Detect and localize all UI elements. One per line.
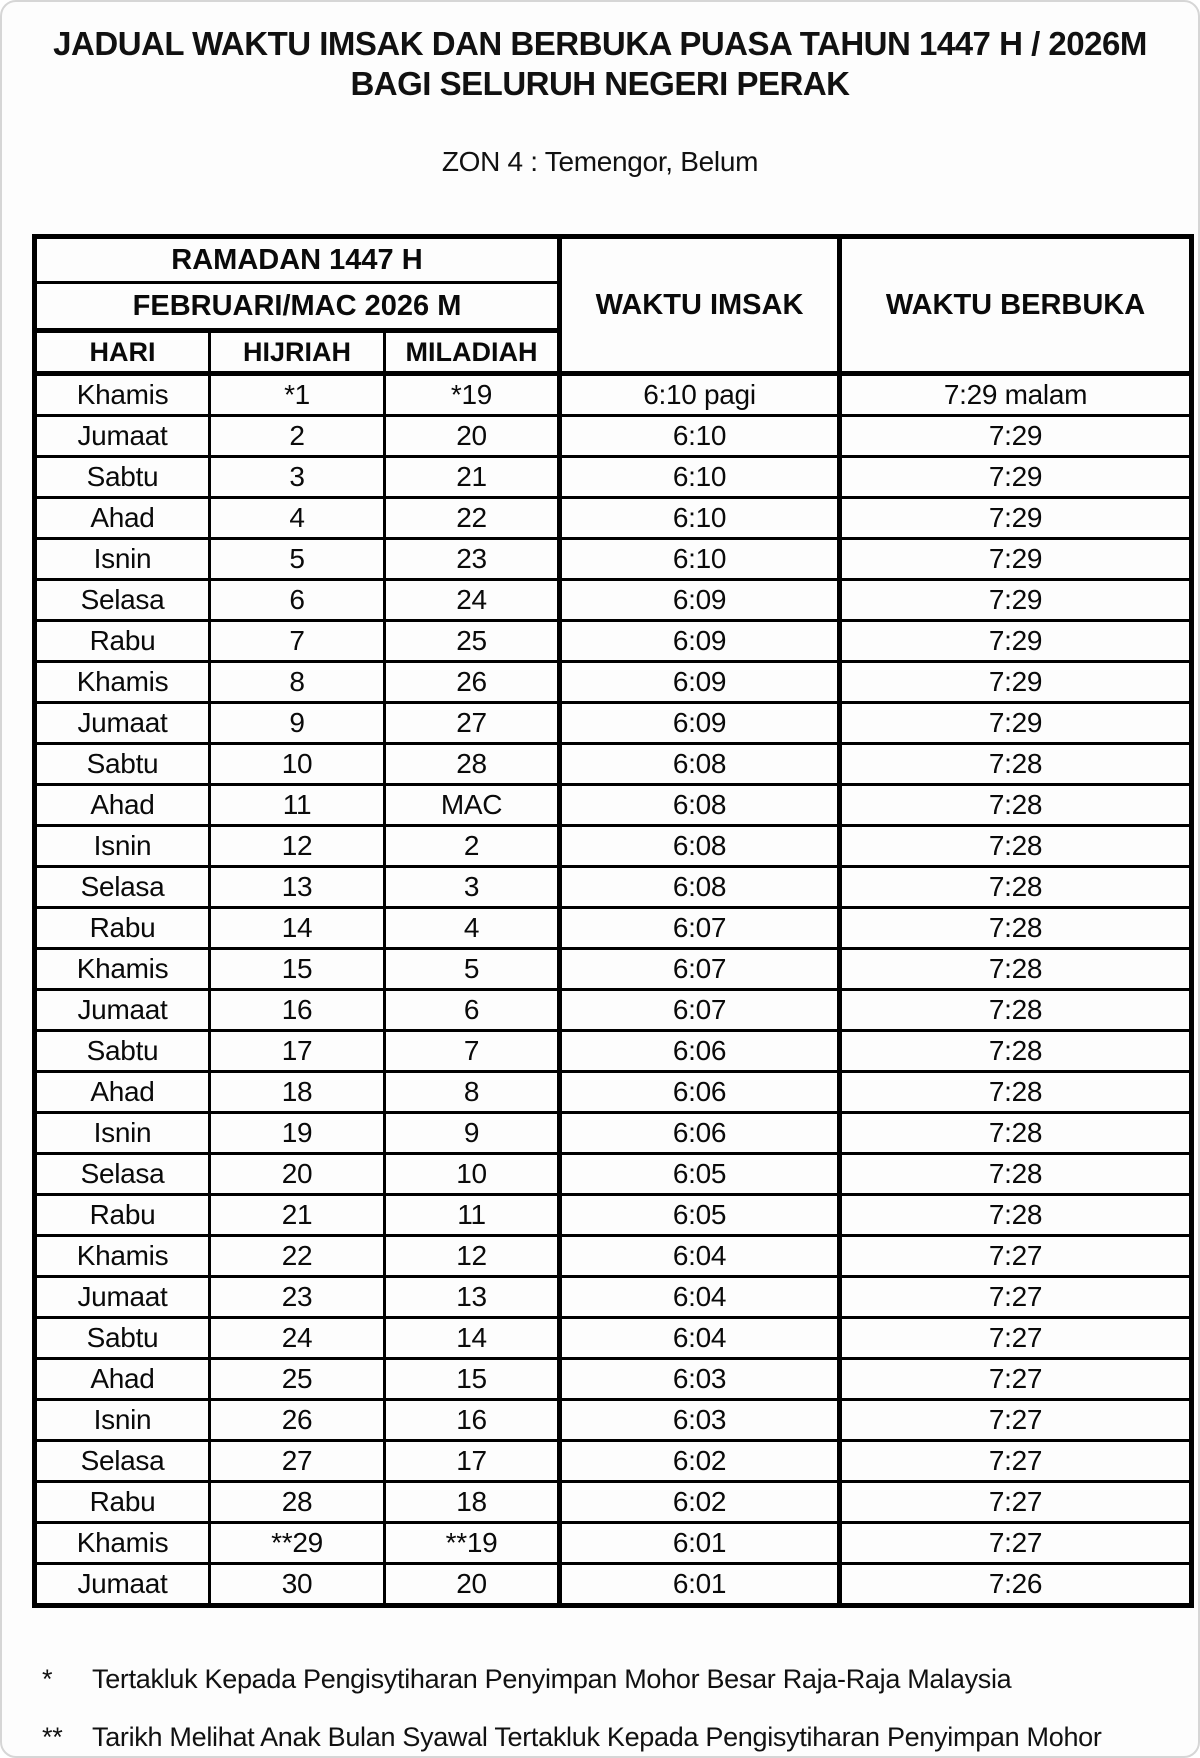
cell-imsak: 6:07 xyxy=(560,949,840,990)
cell-berbuka: 7:29 xyxy=(840,539,1192,580)
cell-berbuka: 7:28 xyxy=(840,826,1192,867)
cell-hijriah: 23 xyxy=(210,1277,385,1318)
table-row xyxy=(35,416,1192,457)
cell-berbuka: 7:27 xyxy=(840,1359,1192,1400)
cell-imsak: 6:07 xyxy=(560,908,840,949)
cell-berbuka: 7:29 xyxy=(840,416,1192,457)
table-row xyxy=(35,1482,1192,1523)
cell-miladiah: 13 xyxy=(385,1277,560,1318)
cell-hari: Jumaat xyxy=(35,703,210,744)
cell-hijriah: 11 xyxy=(210,785,385,826)
cell-miladiah: 9 xyxy=(385,1113,560,1154)
cell-hari: Jumaat xyxy=(35,990,210,1031)
cell-hijriah: 26 xyxy=(210,1400,385,1441)
prayer-times-table xyxy=(32,234,1194,1608)
cell-imsak: 6:09 xyxy=(560,703,840,744)
cell-imsak: 6:06 xyxy=(560,1031,840,1072)
table-row xyxy=(35,949,1192,990)
cell-miladiah: 15 xyxy=(385,1359,560,1400)
cell-miladiah: 27 xyxy=(385,703,560,744)
table-row xyxy=(35,826,1192,867)
cell-imsak: 6:02 xyxy=(560,1441,840,1482)
cell-miladiah: 26 xyxy=(385,662,560,703)
cell-hijriah: 15 xyxy=(210,949,385,990)
cell-imsak: 6:04 xyxy=(560,1236,840,1277)
cell-miladiah: *19 xyxy=(385,374,560,416)
table-row xyxy=(35,621,1192,662)
table-row xyxy=(35,1113,1192,1154)
cell-imsak: 6:04 xyxy=(560,1277,840,1318)
column-header-hari: HARI xyxy=(35,331,210,374)
cell-miladiah: 21 xyxy=(385,457,560,498)
table-row xyxy=(35,785,1192,826)
cell-berbuka: 7:27 xyxy=(840,1400,1192,1441)
cell-berbuka: 7:28 xyxy=(840,1154,1192,1195)
cell-berbuka: 7:29 xyxy=(840,662,1192,703)
cell-miladiah: 3 xyxy=(385,867,560,908)
cell-hari: Ahad xyxy=(35,785,210,826)
cell-hari: Ahad xyxy=(35,498,210,539)
cell-imsak: 6:01 xyxy=(560,1523,840,1564)
schedule-table-body xyxy=(35,374,1192,1606)
cell-hijriah: 30 xyxy=(210,1564,385,1606)
cell-imsak: 6:09 xyxy=(560,662,840,703)
cell-imsak: 6:09 xyxy=(560,621,840,662)
cell-berbuka: 7:28 xyxy=(840,867,1192,908)
table-row xyxy=(35,990,1192,1031)
cell-miladiah: 7 xyxy=(385,1031,560,1072)
cell-hijriah: 2 xyxy=(210,416,385,457)
cell-miladiah: 4 xyxy=(385,908,560,949)
cell-imsak: 6:06 xyxy=(560,1113,840,1154)
cell-hijriah: 12 xyxy=(210,826,385,867)
document-title xyxy=(2,2,1198,104)
cell-miladiah: 22 xyxy=(385,498,560,539)
cell-hijriah: 19 xyxy=(210,1113,385,1154)
cell-hari: Selasa xyxy=(35,580,210,621)
cell-miladiah: 5 xyxy=(385,949,560,990)
table-row xyxy=(35,1400,1192,1441)
table-row xyxy=(35,1523,1192,1564)
table-row xyxy=(35,1441,1192,1482)
cell-hari: Isnin xyxy=(35,826,210,867)
cell-hari: Jumaat xyxy=(35,1277,210,1318)
table-row xyxy=(35,1564,1192,1606)
header-ramadan: RAMADAN 1447 H xyxy=(35,237,560,283)
table-row xyxy=(35,457,1192,498)
page-title-line1: JADUAL WAKTU IMSAK DAN BERBUKA PUASA TAHUN 1447 H / 2026M xyxy=(53,25,1147,62)
cell-miladiah: 2 xyxy=(385,826,560,867)
cell-hijriah: 7 xyxy=(210,621,385,662)
cell-miladiah: 14 xyxy=(385,1318,560,1359)
table-row xyxy=(35,1072,1192,1113)
table-row xyxy=(35,1195,1192,1236)
cell-hari: Selasa xyxy=(35,1441,210,1482)
cell-hari: Isnin xyxy=(35,1400,210,1441)
cell-berbuka: 7:27 xyxy=(840,1277,1192,1318)
cell-berbuka: 7:29 xyxy=(840,703,1192,744)
cell-hijriah: 25 xyxy=(210,1359,385,1400)
cell-berbuka: 7:28 xyxy=(840,908,1192,949)
table-row xyxy=(35,374,1192,416)
cell-miladiah: 12 xyxy=(385,1236,560,1277)
cell-berbuka: 7:29 xyxy=(840,580,1192,621)
cell-berbuka: 7:28 xyxy=(840,1195,1192,1236)
zone-subtitle: ZON 4 : Temengor, Belum xyxy=(441,146,759,177)
cell-imsak: 6:03 xyxy=(560,1400,840,1441)
cell-imsak: 6:10 xyxy=(560,457,840,498)
cell-hari: Khamis xyxy=(35,949,210,990)
cell-miladiah: 10 xyxy=(385,1154,560,1195)
cell-imsak: 6:08 xyxy=(560,785,840,826)
cell-hari: Ahad xyxy=(35,1359,210,1400)
cell-imsak: 6:05 xyxy=(560,1195,840,1236)
cell-imsak: 6:08 xyxy=(560,867,840,908)
cell-imsak: 6:07 xyxy=(560,990,840,1031)
cell-miladiah: 20 xyxy=(385,1564,560,1606)
cell-berbuka: 7:27 xyxy=(840,1318,1192,1359)
cell-berbuka: 7:29 xyxy=(840,498,1192,539)
cell-hari: Jumaat xyxy=(35,1564,210,1606)
cell-hari: Khamis xyxy=(35,1523,210,1564)
cell-imsak: 6:09 xyxy=(560,580,840,621)
table-row xyxy=(35,498,1192,539)
cell-miladiah: 11 xyxy=(385,1195,560,1236)
table-row xyxy=(35,662,1192,703)
cell-hari: Isnin xyxy=(35,1113,210,1154)
cell-berbuka: 7:28 xyxy=(840,1031,1192,1072)
cell-hijriah: 24 xyxy=(210,1318,385,1359)
table-row xyxy=(35,744,1192,785)
cell-hijriah: 6 xyxy=(210,580,385,621)
footnote-1-marker: * xyxy=(42,1664,53,1694)
cell-hijriah: 3 xyxy=(210,457,385,498)
cell-hijriah: **29 xyxy=(210,1523,385,1564)
header-gregorian: FEBRUARI/MAC 2026 M xyxy=(35,283,560,331)
cell-miladiah: 24 xyxy=(385,580,560,621)
cell-imsak: 6:08 xyxy=(560,826,840,867)
cell-miladiah: 18 xyxy=(385,1482,560,1523)
cell-hijriah: 8 xyxy=(210,662,385,703)
cell-miladiah: 8 xyxy=(385,1072,560,1113)
cell-hari: Sabtu xyxy=(35,1031,210,1072)
cell-hari: Sabtu xyxy=(35,744,210,785)
cell-hijriah: *1 xyxy=(210,374,385,416)
cell-imsak: 6:06 xyxy=(560,1072,840,1113)
cell-hari: Rabu xyxy=(35,1195,210,1236)
cell-hari: Khamis xyxy=(35,662,210,703)
cell-hijriah: 10 xyxy=(210,744,385,785)
table-row xyxy=(35,1236,1192,1277)
cell-hari: Ahad xyxy=(35,1072,210,1113)
cell-imsak: 6:08 xyxy=(560,744,840,785)
cell-berbuka: 7:27 xyxy=(840,1523,1192,1564)
cell-hijriah: 21 xyxy=(210,1195,385,1236)
footnote-1-text: Tertakluk Kepada Pengisytiharan Penyimpan Mohor Besar Raja-Raja Malaysia xyxy=(92,1664,1012,1694)
cell-imsak: 6:04 xyxy=(560,1318,840,1359)
cell-miladiah: 17 xyxy=(385,1441,560,1482)
cell-imsak: 6:01 xyxy=(560,1564,840,1606)
cell-imsak: 6:10 xyxy=(560,539,840,580)
cell-hari: Khamis xyxy=(35,374,210,416)
cell-hijriah: 20 xyxy=(210,1154,385,1195)
cell-hijriah: 14 xyxy=(210,908,385,949)
cell-imsak: 6:10 xyxy=(560,416,840,457)
cell-miladiah: MAC xyxy=(385,785,560,826)
cell-miladiah: **19 xyxy=(385,1523,560,1564)
table-header xyxy=(35,237,1192,374)
table-row xyxy=(35,703,1192,744)
cell-imsak: 6:05 xyxy=(560,1154,840,1195)
cell-miladiah: 25 xyxy=(385,621,560,662)
cell-hari: Isnin xyxy=(35,539,210,580)
footnote-2 xyxy=(42,1722,1198,1753)
footnotes xyxy=(42,1664,1198,1753)
cell-hari: Selasa xyxy=(35,867,210,908)
table-row xyxy=(35,1154,1192,1195)
cell-hari: Khamis xyxy=(35,1236,210,1277)
cell-miladiah: 20 xyxy=(385,416,560,457)
cell-hari: Sabtu xyxy=(35,457,210,498)
column-header-imsak: WAKTU IMSAK xyxy=(560,237,840,374)
cell-hari: Rabu xyxy=(35,621,210,662)
cell-miladiah: 28 xyxy=(385,744,560,785)
cell-hari: Rabu xyxy=(35,908,210,949)
cell-hari: Sabtu xyxy=(35,1318,210,1359)
cell-hijriah: 17 xyxy=(210,1031,385,1072)
cell-berbuka: 7:27 xyxy=(840,1482,1192,1523)
cell-imsak: 6:10 pagi xyxy=(560,374,840,416)
cell-berbuka: 7:27 xyxy=(840,1441,1192,1482)
table-row xyxy=(35,539,1192,580)
cell-hijriah: 28 xyxy=(210,1482,385,1523)
cell-berbuka: 7:29 xyxy=(840,621,1192,662)
table-row xyxy=(35,908,1192,949)
page-title-line2: BAGI SELURUH NEGERI PERAK xyxy=(350,65,850,102)
cell-hari: Rabu xyxy=(35,1482,210,1523)
cell-hijriah: 22 xyxy=(210,1236,385,1277)
table-row xyxy=(35,1359,1192,1400)
cell-hijriah: 9 xyxy=(210,703,385,744)
table-row xyxy=(35,1318,1192,1359)
cell-berbuka: 7:28 xyxy=(840,1113,1192,1154)
cell-hijriah: 27 xyxy=(210,1441,385,1482)
column-header-hijriah: HIJRIAH xyxy=(210,331,385,374)
cell-hijriah: 5 xyxy=(210,539,385,580)
cell-berbuka: 7:26 xyxy=(840,1564,1192,1606)
cell-miladiah: 6 xyxy=(385,990,560,1031)
cell-imsak: 6:02 xyxy=(560,1482,840,1523)
cell-miladiah: 16 xyxy=(385,1400,560,1441)
cell-hijriah: 4 xyxy=(210,498,385,539)
cell-berbuka: 7:29 malam xyxy=(840,374,1192,416)
cell-berbuka: 7:28 xyxy=(840,949,1192,990)
cell-berbuka: 7:28 xyxy=(840,990,1192,1031)
cell-berbuka: 7:28 xyxy=(840,785,1192,826)
cell-berbuka: 7:27 xyxy=(840,1236,1192,1277)
cell-imsak: 6:10 xyxy=(560,498,840,539)
cell-hijriah: 13 xyxy=(210,867,385,908)
cell-imsak: 6:03 xyxy=(560,1359,840,1400)
column-header-miladiah: MILADIAH xyxy=(385,331,560,374)
table-row xyxy=(35,580,1192,621)
footnote-2-text: Tarikh Melihat Anak Bulan Syawal Tertakluk Kepada Pengisytiharan Penyimpan Mohor xyxy=(92,1722,1102,1752)
table-row xyxy=(35,867,1192,908)
cell-berbuka: 7:29 xyxy=(840,457,1192,498)
cell-hijriah: 16 xyxy=(210,990,385,1031)
table-row xyxy=(35,1031,1192,1072)
footnote-1 xyxy=(42,1664,1198,1695)
cell-hari: Jumaat xyxy=(35,416,210,457)
cell-berbuka: 7:28 xyxy=(840,744,1192,785)
cell-hari: Selasa xyxy=(35,1154,210,1195)
cell-berbuka: 7:28 xyxy=(840,1072,1192,1113)
footnote-2-marker: ** xyxy=(42,1722,63,1752)
cell-miladiah: 23 xyxy=(385,539,560,580)
header-row-ramadan xyxy=(35,237,1192,283)
column-header-berbuka: WAKTU BERBUKA xyxy=(840,237,1192,374)
table-row xyxy=(35,1277,1192,1318)
cell-hijriah: 18 xyxy=(210,1072,385,1113)
